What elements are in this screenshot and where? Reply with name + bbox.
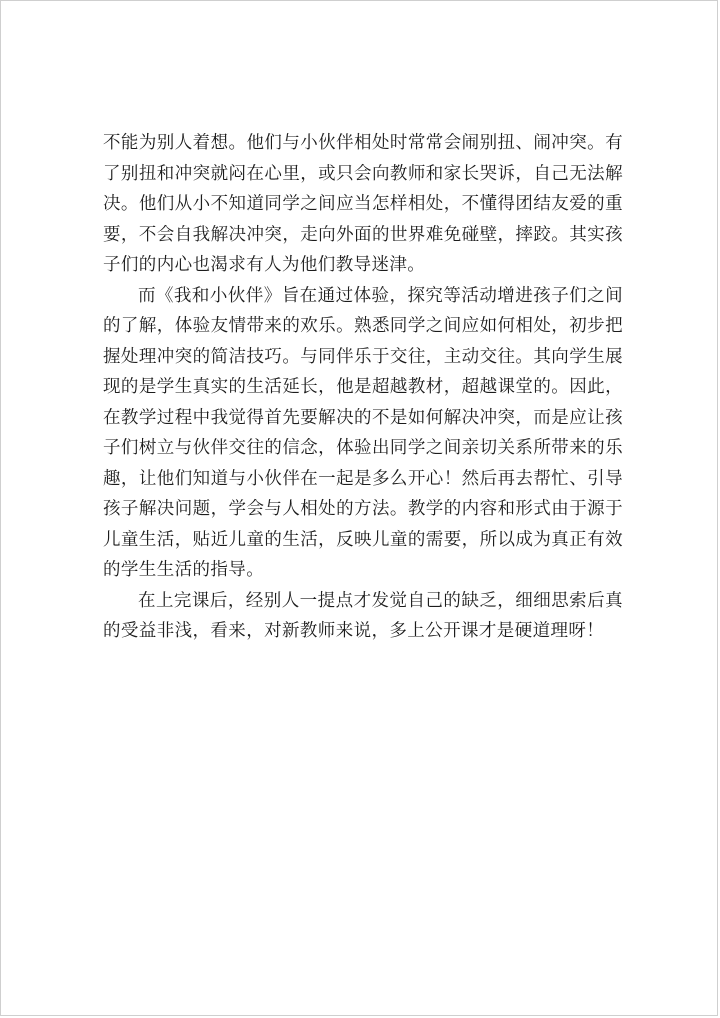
paragraph-3: 在上完课后，经别人一提点才发觉自己的缺乏，细细思索后真的受益非浅，看来，对新教师来说，多上公开课才是硬道理呀！	[103, 590, 623, 641]
paragraph-1: 不能为别人着想。他们与小伙伴相处时常常会闹别扭、闹冲突。有了别扭和冲突就闷在心里，或只会向教师和家长哭诉，自己无法解决。他们从小不知道同学之间应当怎样相处，不懂得团结友爱的重要，不会自我解决冲突，走向外面的世界难免碰壁，摔跤。其实孩子们的内心也渴求有人为他们教导迷津。	[103, 133, 623, 275]
document-body	[103, 128, 623, 647]
paragraph-2: 而《我和小伙伴》旨在通过体验，探究等活动增进孩子们之间的了解，体验友情带来的欢乐。熟悉同学之间应如何相处，初步把握处理冲突的简洁技巧。与同伴乐于交往，主动交往。其向学生展现的是学生真实的生活延长，他是超越教材，超越课堂的。因此，在教学过程中我觉得首先要解决的不是如何解决冲突，而是应让孩子们树立与伙伴交往的信念，体验出同学之间亲切关系所带来的乐趣，让他们知道与小伙伴在一起是多么开心！然后再去帮忙、引导孩子解决问题，学会与人相处的方法。教学的内容和形式由于源于儿童生活，贴近儿童的生活，反映儿童的需要，所以成为真正有效的学生生活的指导。	[103, 285, 623, 580]
